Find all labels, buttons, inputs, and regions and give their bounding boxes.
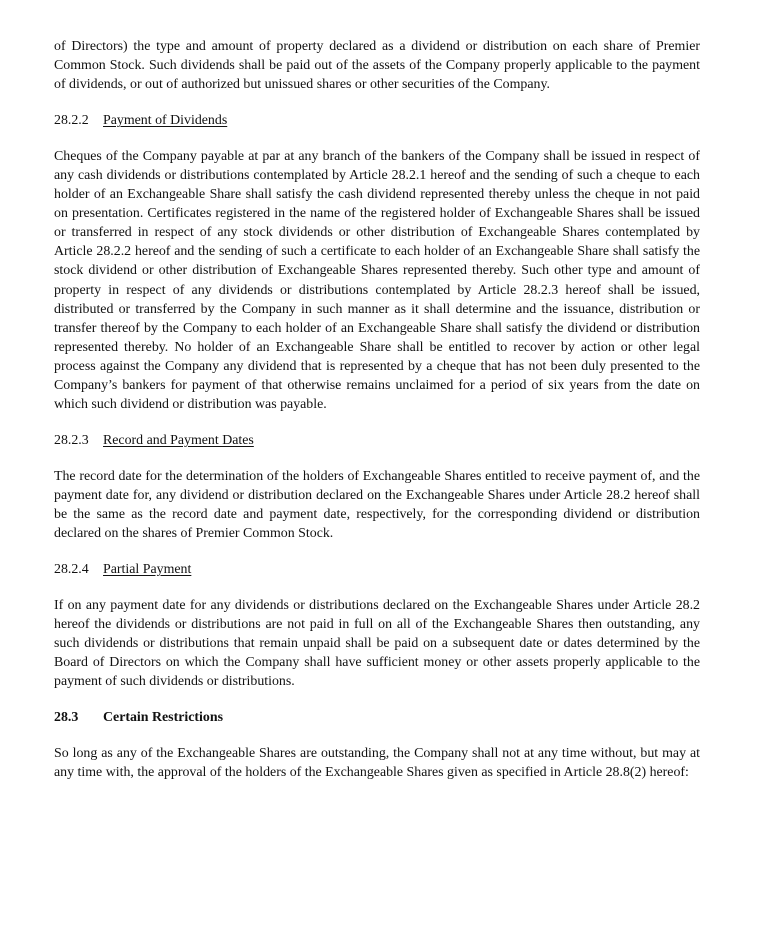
heading-28-2-3 <box>54 431 700 450</box>
heading-28-2-2 <box>54 111 700 130</box>
heading-28-2-4 <box>54 560 700 579</box>
paragraph-28-3: So long as any of the Exchangeable Shares are outstanding, the Company shall not at any time without, but may at any time with, the approval of the holders of the Exchangeable Shares given as specified in Article 28.8(2) hereof: <box>54 746 700 781</box>
intro-paragraph: of Directors) the type and amount of property declared as a dividend or distribution on each share of Premier Common Stock. Such dividends shall be paid out of the assets of the Company properly applicable to the payment of dividends, or out of authorized but unissued shares or other securities of the Company. <box>54 39 700 93</box>
heading-28-2-4-number: 28.2.4 <box>54 562 89 578</box>
heading-28-2-2-title: Payment of Dividends <box>103 113 228 129</box>
heading-28-2-3-number: 28.2.3 <box>54 432 89 448</box>
heading-28-2-4-title: Partial Payment <box>103 562 192 578</box>
heading-28-2-3-title: Record and Payment Dates <box>103 432 254 448</box>
heading-28-3-title: Certain Restrictions <box>103 710 223 726</box>
paragraph-28-2-4: If on any payment date for any dividends or distributions declared on the Exchangeable Shares under Article 28.2 hereof the dividends or distributions are not paid in full on all of the Exchangeable Shares then outstanding, any such dividends or distributions that remain unpaid shall be paid on a subsequent date or dates determined by the Board of Directors on which the Company shall have sufficient money or other assets properly applicable to the payment of such dividends or distributions. <box>54 598 700 690</box>
heading-28-2-2-number: 28.2.2 <box>54 113 89 129</box>
heading-28-3-number: 28.3 <box>54 710 79 726</box>
paragraph-28-2-3: The record date for the determination of the holders of Exchangeable Shares entitled to receive payment of, and the payment date for, any dividend or distribution declared on the Exchangeable Shares under Article 28.2 hereof shall be the same as the record date and payment date, respectively, for the corresponding dividend or distribution declared on the shares of Premier Common Stock. <box>54 468 700 542</box>
paragraph-28-2-2: Cheques of the Company payable at par at any branch of the bankers of the Company shall be issued in respect of any cash dividends or distributions contemplated by Article 28.2.1 hereof and the sending of such a cheque to each holder of an Exchangeable Share shall satisfy the cash dividend represented thereby unless the cheque in not paid on presentation. Certificates registered in the name of the registered holder of Exchangeable Shares shall be issued or transferred in respect of any stock dividends or other distribution of Exchangeable Shares contemplated by Article 28.2.2 hereof and the sending of such a certificate to each holder of an Exchangeable Share shall satisfy the stock dividend or other distribution of Exchangeable Shares represented thereby. Such other type and amount of property in respect of any dividends or distributions contemplated by Article 28.2.3 hereof shall be issued, distributed or transferred by the Company in such manner as it shall determine and the issuance, distribution or transfer thereof by the Company to each holder of an Exchangeable Share shall satisfy the dividend or distribution represented thereby. No holder of an Exchangeable Share shall be entitled to recover by action or other legal process against the Company any dividend that is represented by a cheque that has not been duly presented to the Company’s bankers for payment of that otherwise remains unclaimed for a period of six years from the date on which such dividend or distribution was payable. <box>54 149 700 412</box>
document-page <box>54 37 700 783</box>
heading-28-3 <box>54 708 700 727</box>
